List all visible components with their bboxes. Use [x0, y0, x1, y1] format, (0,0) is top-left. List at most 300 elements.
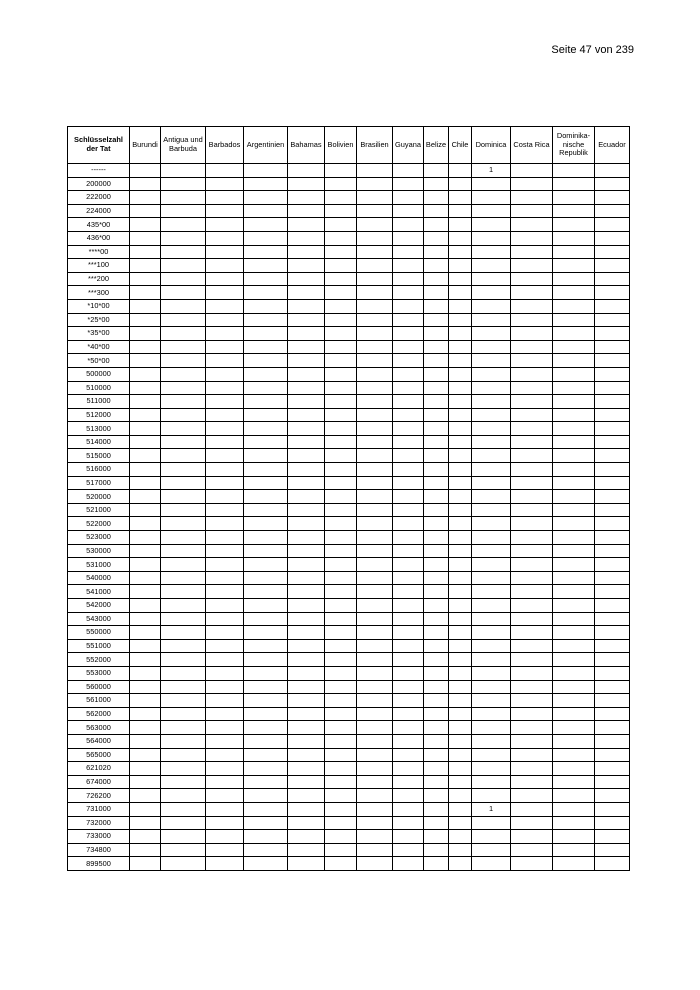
table-cell	[206, 857, 244, 871]
table-cell	[553, 830, 595, 844]
table-cell	[553, 449, 595, 463]
table-cell	[357, 571, 393, 585]
table-cell	[130, 191, 161, 205]
table-cell	[424, 544, 449, 558]
table-cell	[511, 748, 553, 762]
table-cell	[288, 639, 325, 653]
table-cell	[325, 490, 357, 504]
table-cell	[325, 639, 357, 653]
table-cell	[424, 694, 449, 708]
table-cell	[393, 463, 424, 477]
row-key-cell: 562000	[68, 707, 130, 721]
table-cell	[244, 612, 288, 626]
table-cell	[553, 476, 595, 490]
table-cell	[424, 734, 449, 748]
table-row	[68, 191, 630, 205]
row-key-cell: *40*00	[68, 340, 130, 354]
row-key-cell: 731000	[68, 802, 130, 816]
table-cell	[595, 653, 630, 667]
table-cell	[424, 666, 449, 680]
table-cell	[472, 354, 511, 368]
table-cell	[206, 313, 244, 327]
table-cell	[511, 354, 553, 368]
table-cell	[472, 476, 511, 490]
table-cell	[449, 381, 472, 395]
table-cell	[244, 707, 288, 721]
table-cell	[130, 245, 161, 259]
table-cell	[424, 639, 449, 653]
table-cell	[393, 558, 424, 572]
table-cell	[325, 571, 357, 585]
table-cell	[206, 626, 244, 640]
table-cell	[393, 626, 424, 640]
column-header: Belize	[424, 127, 449, 164]
table-cell	[511, 694, 553, 708]
table-cell	[244, 340, 288, 354]
table-cell	[511, 218, 553, 232]
table-cell	[161, 463, 206, 477]
table-cell	[595, 707, 630, 721]
table-cell	[511, 653, 553, 667]
table-cell	[472, 490, 511, 504]
table-cell	[130, 626, 161, 640]
table-cell	[449, 599, 472, 613]
table-cell	[206, 286, 244, 300]
table-cell	[553, 259, 595, 273]
table-cell	[130, 830, 161, 844]
table-row	[68, 395, 630, 409]
table-cell	[206, 639, 244, 653]
table-cell	[288, 259, 325, 273]
table-cell	[161, 231, 206, 245]
table-cell	[449, 802, 472, 816]
table-cell	[325, 272, 357, 286]
table-cell	[244, 245, 288, 259]
table-cell	[553, 748, 595, 762]
table-cell	[244, 857, 288, 871]
table-cell	[288, 272, 325, 286]
table-cell	[206, 775, 244, 789]
table-cell	[393, 734, 424, 748]
table-cell	[357, 408, 393, 422]
table-cell	[449, 843, 472, 857]
table-cell	[325, 666, 357, 680]
table-cell	[161, 599, 206, 613]
table-cell	[161, 857, 206, 871]
table-cell	[357, 653, 393, 667]
table-cell	[244, 830, 288, 844]
table-cell	[130, 857, 161, 871]
table-cell	[511, 476, 553, 490]
table-cell	[130, 354, 161, 368]
table-cell	[325, 299, 357, 313]
table-cell	[472, 367, 511, 381]
table-row	[68, 476, 630, 490]
table-cell	[130, 259, 161, 273]
table-cell	[130, 422, 161, 436]
table-cell	[449, 544, 472, 558]
table-cell	[424, 463, 449, 477]
table-cell	[161, 218, 206, 232]
table-cell	[325, 231, 357, 245]
table-cell	[553, 775, 595, 789]
row-key-cell: 552000	[68, 653, 130, 667]
table-cell	[511, 734, 553, 748]
table-cell	[393, 259, 424, 273]
table-cell	[130, 367, 161, 381]
table-cell	[472, 272, 511, 286]
table-cell	[325, 381, 357, 395]
table-cell	[288, 571, 325, 585]
table-cell	[511, 435, 553, 449]
table-cell	[357, 612, 393, 626]
table-cell	[357, 381, 393, 395]
table-cell	[511, 612, 553, 626]
table-row	[68, 408, 630, 422]
table-cell	[595, 218, 630, 232]
table-cell	[553, 531, 595, 545]
table-cell	[206, 531, 244, 545]
table-row	[68, 422, 630, 436]
table-cell	[472, 286, 511, 300]
table-cell	[161, 327, 206, 341]
table-cell	[288, 762, 325, 776]
table-cell	[288, 395, 325, 409]
table-cell	[472, 666, 511, 680]
key-column-header: Schlüsselzahl der Tat	[68, 127, 130, 164]
table-cell	[161, 544, 206, 558]
table-cell	[244, 327, 288, 341]
table-cell	[393, 707, 424, 721]
table-cell	[595, 286, 630, 300]
row-key-cell: *35*00	[68, 327, 130, 341]
table-cell	[206, 164, 244, 178]
table-cell	[357, 599, 393, 613]
table-cell	[357, 843, 393, 857]
table-cell	[130, 639, 161, 653]
table-cell	[472, 231, 511, 245]
table-cell	[595, 721, 630, 735]
table-row	[68, 531, 630, 545]
table-cell	[288, 245, 325, 259]
table-cell	[449, 313, 472, 327]
row-key-cell: 560000	[68, 680, 130, 694]
table-cell	[393, 857, 424, 871]
table-cell	[393, 231, 424, 245]
table-cell	[449, 177, 472, 191]
table-cell	[325, 476, 357, 490]
table-cell	[424, 435, 449, 449]
row-key-cell: 515000	[68, 449, 130, 463]
table-cell	[472, 857, 511, 871]
table-cell	[393, 571, 424, 585]
statistics-table	[67, 126, 630, 871]
table-cell	[288, 218, 325, 232]
table-cell	[357, 816, 393, 830]
table-cell	[130, 286, 161, 300]
table-row	[68, 558, 630, 572]
table-cell	[130, 463, 161, 477]
table-cell	[130, 721, 161, 735]
table-cell	[288, 490, 325, 504]
table-cell	[357, 286, 393, 300]
table-cell	[357, 680, 393, 694]
table-cell	[553, 707, 595, 721]
row-key-cell: 435*00	[68, 218, 130, 232]
table-cell	[511, 272, 553, 286]
row-key-cell: 512000	[68, 408, 130, 422]
table-cell	[161, 531, 206, 545]
table-cell	[393, 367, 424, 381]
table-cell	[325, 204, 357, 218]
row-key-cell: 621020	[68, 762, 130, 776]
table-cell	[511, 558, 553, 572]
table-cell	[161, 354, 206, 368]
table-cell	[393, 245, 424, 259]
table-cell	[357, 748, 393, 762]
table-cell	[288, 422, 325, 436]
table-cell	[511, 367, 553, 381]
table-cell	[288, 531, 325, 545]
table-cell	[325, 503, 357, 517]
table-cell	[472, 612, 511, 626]
table-cell	[424, 626, 449, 640]
table-cell	[595, 449, 630, 463]
table-cell	[325, 463, 357, 477]
table-cell	[449, 680, 472, 694]
row-key-cell: 564000	[68, 734, 130, 748]
table-cell	[206, 558, 244, 572]
table-cell	[511, 531, 553, 545]
table-cell	[393, 218, 424, 232]
table-cell	[161, 435, 206, 449]
table-cell	[511, 802, 553, 816]
table-cell	[393, 517, 424, 531]
table-cell	[472, 395, 511, 409]
table-cell	[449, 789, 472, 803]
table-cell	[424, 775, 449, 789]
row-key-cell: ****00	[68, 245, 130, 259]
row-key-cell: ------	[68, 164, 130, 178]
table-cell	[130, 395, 161, 409]
table-cell	[325, 748, 357, 762]
table-row	[68, 789, 630, 803]
table-cell	[393, 327, 424, 341]
table-cell	[357, 191, 393, 205]
table-cell	[288, 734, 325, 748]
table-row	[68, 367, 630, 381]
table-cell	[206, 435, 244, 449]
table-cell	[393, 354, 424, 368]
table-cell	[553, 653, 595, 667]
table-cell	[161, 313, 206, 327]
table-cell	[511, 775, 553, 789]
table-cell	[595, 762, 630, 776]
table-cell	[472, 449, 511, 463]
table-cell	[130, 517, 161, 531]
row-key-cell: 514000	[68, 435, 130, 449]
table-cell	[161, 517, 206, 531]
table-cell	[130, 707, 161, 721]
table-cell	[161, 816, 206, 830]
table-cell	[393, 476, 424, 490]
table-cell	[424, 571, 449, 585]
row-key-cell: 542000	[68, 599, 130, 613]
table-cell	[357, 449, 393, 463]
table-cell	[595, 830, 630, 844]
table-cell	[595, 843, 630, 857]
table-cell	[393, 830, 424, 844]
table-cell	[206, 789, 244, 803]
table-cell	[511, 857, 553, 871]
table-cell	[244, 408, 288, 422]
table-cell	[472, 463, 511, 477]
table-cell	[357, 544, 393, 558]
table-cell	[553, 626, 595, 640]
table-cell	[472, 707, 511, 721]
table-cell	[161, 748, 206, 762]
table-cell	[325, 734, 357, 748]
row-key-cell: ***300	[68, 286, 130, 300]
table-cell	[325, 707, 357, 721]
table-cell	[325, 762, 357, 776]
row-key-cell: 726200	[68, 789, 130, 803]
table-cell	[206, 218, 244, 232]
table-cell	[424, 327, 449, 341]
table-cell	[130, 218, 161, 232]
table-cell	[325, 802, 357, 816]
table-cell	[595, 531, 630, 545]
table-cell	[553, 395, 595, 409]
table-cell	[424, 707, 449, 721]
table-cell	[553, 327, 595, 341]
table-cell	[288, 381, 325, 395]
table-cell	[325, 191, 357, 205]
table-cell	[472, 653, 511, 667]
table-cell	[595, 503, 630, 517]
table-cell	[511, 327, 553, 341]
table-cell	[393, 164, 424, 178]
table-cell	[357, 218, 393, 232]
table-cell	[472, 517, 511, 531]
table-cell	[393, 408, 424, 422]
table-header	[68, 127, 630, 164]
table-cell	[393, 666, 424, 680]
table-cell	[472, 544, 511, 558]
table-cell	[244, 313, 288, 327]
table-row	[68, 571, 630, 585]
table-cell	[244, 721, 288, 735]
table-row	[68, 694, 630, 708]
table-cell	[130, 666, 161, 680]
table-cell	[511, 395, 553, 409]
table-cell	[288, 354, 325, 368]
table-cell	[130, 272, 161, 286]
table-cell	[472, 639, 511, 653]
table-cell	[553, 544, 595, 558]
table-cell	[325, 354, 357, 368]
table-cell	[288, 191, 325, 205]
table-cell	[449, 422, 472, 436]
table-cell	[553, 503, 595, 517]
table-cell	[472, 422, 511, 436]
table-cell	[449, 204, 472, 218]
table-cell	[288, 286, 325, 300]
table-row	[68, 721, 630, 735]
table-cell	[325, 544, 357, 558]
table-cell	[357, 802, 393, 816]
column-header: Guyana	[393, 127, 424, 164]
table-cell	[511, 762, 553, 776]
table-cell	[553, 354, 595, 368]
table-cell	[449, 762, 472, 776]
row-key-cell: 516000	[68, 463, 130, 477]
table-cell	[206, 517, 244, 531]
table-cell	[449, 694, 472, 708]
table-cell	[325, 164, 357, 178]
table-cell	[595, 476, 630, 490]
table-cell	[449, 666, 472, 680]
table-row	[68, 490, 630, 504]
table-cell	[288, 435, 325, 449]
table-cell	[472, 531, 511, 545]
table-cell	[553, 272, 595, 286]
table-cell	[325, 857, 357, 871]
table-cell	[325, 327, 357, 341]
table-cell	[472, 789, 511, 803]
table-cell	[161, 177, 206, 191]
table-cell	[424, 204, 449, 218]
table-cell	[244, 653, 288, 667]
table-cell	[325, 612, 357, 626]
table-cell	[244, 531, 288, 545]
table-row	[68, 857, 630, 871]
table-cell	[288, 517, 325, 531]
row-key-cell: 530000	[68, 544, 130, 558]
table-cell	[472, 381, 511, 395]
table-cell	[325, 830, 357, 844]
table-cell	[511, 666, 553, 680]
table-cell	[244, 762, 288, 776]
table-cell	[595, 191, 630, 205]
table-cell	[595, 231, 630, 245]
table-cell	[424, 313, 449, 327]
table-cell	[244, 218, 288, 232]
table-cell	[449, 734, 472, 748]
table-row	[68, 748, 630, 762]
row-key-cell: 500000	[68, 367, 130, 381]
table-cell	[288, 626, 325, 640]
table-cell	[595, 680, 630, 694]
table-cell	[424, 354, 449, 368]
table-cell	[449, 490, 472, 504]
table-cell	[130, 327, 161, 341]
table-cell	[161, 408, 206, 422]
row-key-cell: 550000	[68, 626, 130, 640]
row-key-cell: 510000	[68, 381, 130, 395]
table-cell	[161, 639, 206, 653]
table-cell	[553, 680, 595, 694]
table-cell	[244, 381, 288, 395]
table-cell	[357, 422, 393, 436]
table-cell	[472, 177, 511, 191]
table-cell	[357, 639, 393, 653]
table-cell	[206, 734, 244, 748]
table-cell	[357, 354, 393, 368]
table-cell	[357, 830, 393, 844]
table-cell	[206, 571, 244, 585]
table-cell	[357, 734, 393, 748]
